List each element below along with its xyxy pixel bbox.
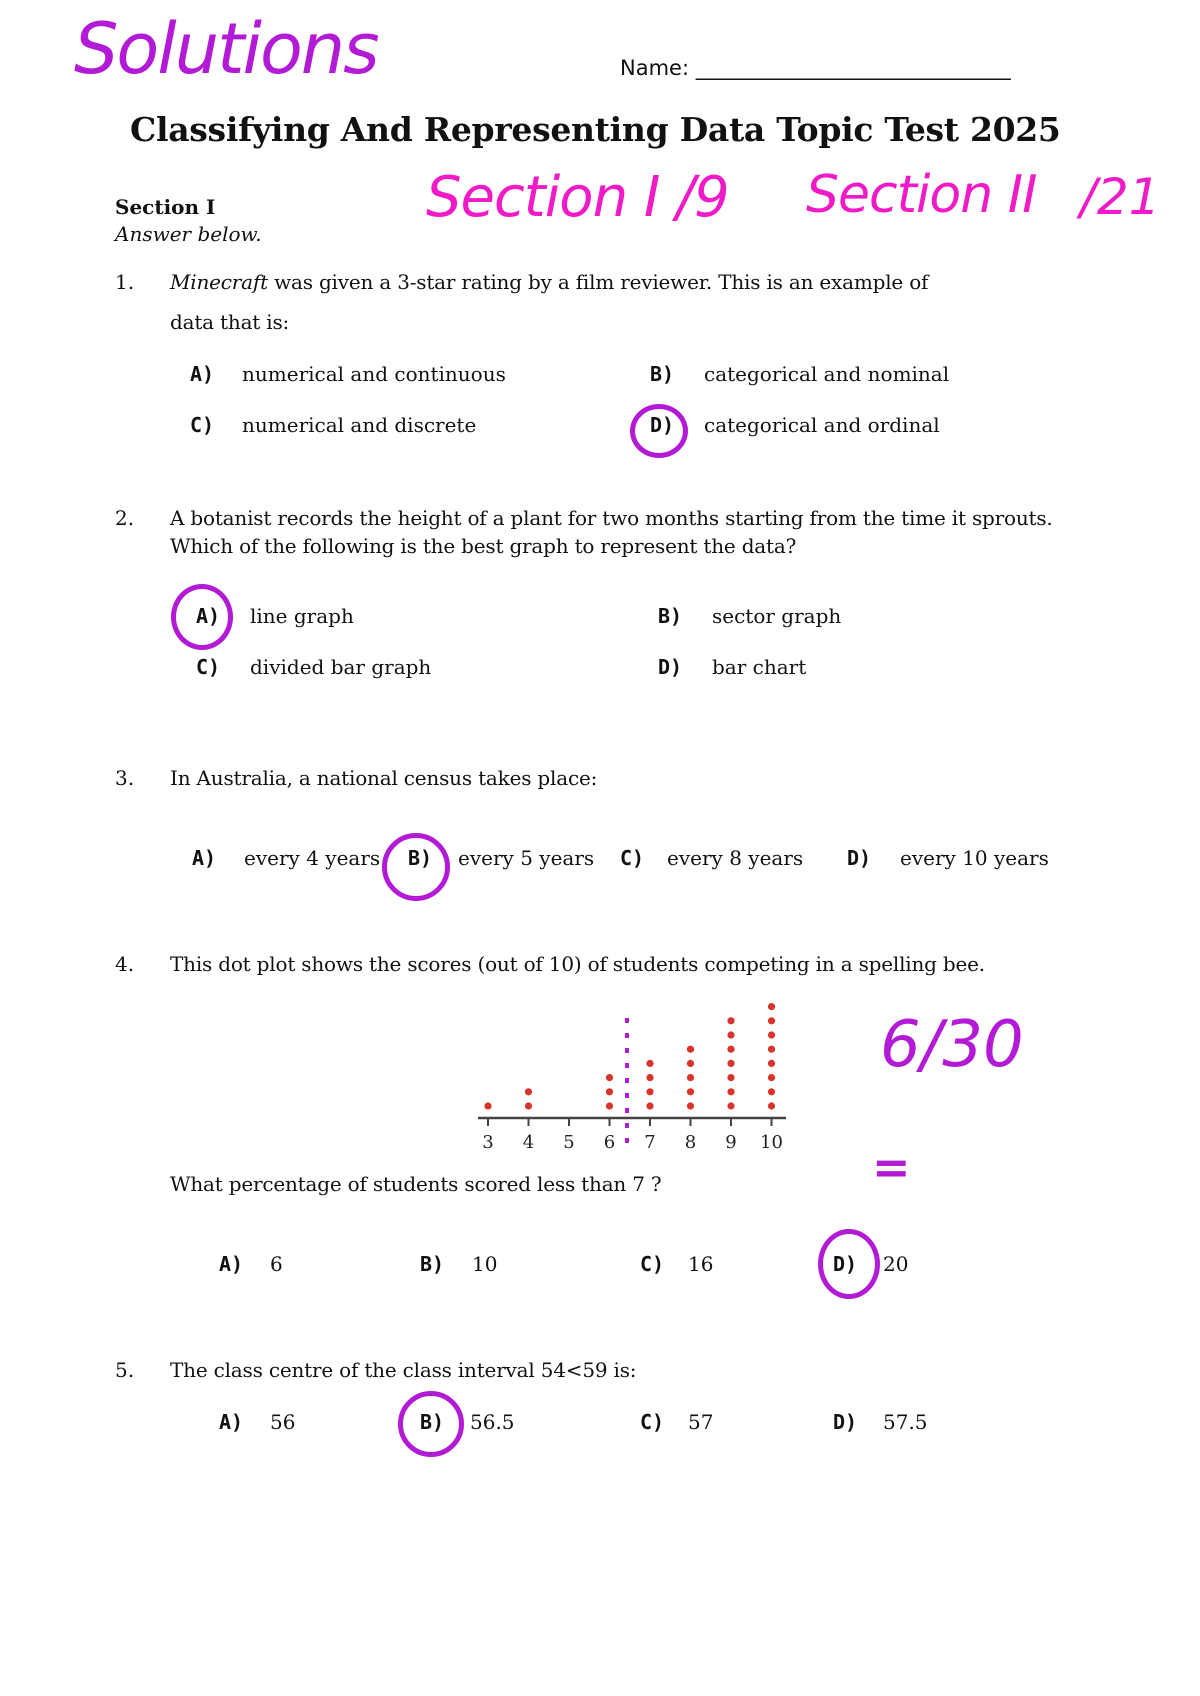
dot-plot-point [606, 1088, 613, 1095]
dot-plot-point [525, 1102, 532, 1109]
dot-plot-point [768, 1060, 775, 1067]
question-number: 5. [115, 1358, 135, 1382]
dot-plot-tick-label: 10 [760, 1132, 783, 1153]
dot-plot-point [727, 1017, 734, 1024]
dot-plot-point [727, 1060, 734, 1067]
dot-plot-point [687, 1074, 694, 1081]
dot-plot-point [768, 1031, 775, 1038]
section-two-total-handwriting: /21 [1080, 168, 1161, 226]
section-two-mark-handwriting: Section II [806, 165, 1037, 225]
dot-plot-point [646, 1074, 653, 1081]
answer-circle [382, 833, 450, 901]
option-c-text[interactable]: 57 [688, 1410, 714, 1434]
option-d-text[interactable]: 57.5 [883, 1410, 928, 1434]
section-heading: Section I [115, 195, 216, 219]
dot-plot-point [768, 1074, 775, 1081]
option-d-letter[interactable]: D) [658, 655, 683, 679]
dot-plot-tick-label: 3 [482, 1132, 494, 1153]
option-d-letter[interactable]: D) [833, 1252, 858, 1276]
option-c-letter[interactable]: C) [640, 1252, 665, 1276]
dot-plot-point [727, 1102, 734, 1109]
dot-plot-point [606, 1102, 613, 1109]
option-c-text[interactable]: 16 [688, 1252, 714, 1276]
option-a-letter[interactable]: A) [190, 362, 215, 386]
equals-handwriting: = [872, 1140, 911, 1194]
dot-plot-point [687, 1060, 694, 1067]
dot-plot-point [646, 1102, 653, 1109]
option-d-letter[interactable]: D) [833, 1410, 858, 1434]
dot-plot-point [646, 1060, 653, 1067]
option-c-letter[interactable]: C) [620, 846, 645, 870]
dot-plot-point [687, 1046, 694, 1053]
option-a-text[interactable]: 56 [270, 1410, 296, 1434]
answer-circle [818, 1229, 880, 1299]
dot-plot-tick-label: 5 [563, 1132, 575, 1153]
option-a-letter[interactable]: A) [219, 1410, 244, 1434]
option-b-text[interactable]: categorical and nominal [704, 362, 950, 386]
dot-plot-tick-label: 4 [522, 1132, 535, 1153]
answer-circle [398, 1391, 464, 1457]
option-c-text[interactable]: numerical and discrete [242, 413, 477, 437]
option-c-text[interactable]: every 8 years [667, 846, 804, 870]
option-b-letter[interactable]: B) [420, 1252, 445, 1276]
option-c-text[interactable]: divided bar graph [250, 655, 432, 679]
option-b-letter[interactable]: B) [658, 604, 683, 628]
dot-plot-point [606, 1074, 613, 1081]
dot-plot-point [687, 1088, 694, 1095]
dot-plot-point [768, 1003, 775, 1010]
tally-handwriting: 6/30 [880, 1008, 1024, 1082]
option-b-letter[interactable]: B) [650, 362, 675, 386]
name-field-label: Name: ______________________________ [620, 56, 1011, 80]
dot-plot [470, 990, 800, 1160]
option-b-letter[interactable]: B) [420, 1410, 445, 1434]
page-title: Classifying And Representing Data Topic Test 2025 [130, 110, 1061, 149]
option-b-text[interactable]: sector graph [712, 604, 842, 628]
option-b-letter[interactable]: B) [408, 846, 433, 870]
option-c-letter[interactable]: C) [196, 655, 221, 679]
option-a-text[interactable]: every 4 years [244, 846, 381, 870]
option-c-letter[interactable]: C) [190, 413, 215, 437]
question-number: 3. [115, 766, 135, 790]
dot-plot-point [727, 1074, 734, 1081]
dot-plot-tick-label: 8 [684, 1132, 697, 1153]
option-b-text[interactable]: every 5 years [458, 846, 595, 870]
dot-plot-point [646, 1088, 653, 1095]
option-d-letter[interactable]: D) [650, 413, 675, 437]
option-a-text[interactable]: numerical and continuous [242, 362, 506, 386]
dot-plot-point [768, 1088, 775, 1095]
option-a-text[interactable]: line graph [250, 604, 354, 628]
dot-plot-point [768, 1046, 775, 1053]
option-a-letter[interactable]: A) [219, 1252, 244, 1276]
question-text-line2: Which of the following is the best graph to represent the data? [170, 534, 797, 558]
option-d-text[interactable]: categorical and ordinal [704, 413, 940, 437]
option-b-text[interactable]: 56.5 [470, 1410, 515, 1434]
dot-plot-point [727, 1088, 734, 1095]
question-text-line2: data that is: [170, 310, 290, 334]
dot-plot-tick-label: 7 [644, 1132, 656, 1153]
question-text: The class centre of the class interval 54<59 is: [170, 1358, 637, 1382]
option-d-letter[interactable]: D) [847, 846, 872, 870]
option-d-text[interactable]: bar chart [712, 655, 807, 679]
question-text-italic: Minecraft [170, 270, 268, 294]
dot-plot-point [727, 1046, 734, 1053]
answer-circle [630, 404, 688, 458]
option-b-text[interactable]: 10 [472, 1252, 498, 1276]
question-text [170, 270, 928, 294]
dot-plot-point [768, 1102, 775, 1109]
option-a-letter[interactable]: A) [192, 846, 217, 870]
dot-plot-point [727, 1031, 734, 1038]
question-text-rest: was given a 3-star rating by a film reviewer. This is an example of [267, 270, 929, 294]
question-number: 1. [115, 270, 135, 294]
dot-plot-point [525, 1088, 532, 1095]
option-c-letter[interactable]: C) [640, 1410, 665, 1434]
question-number: 4. [115, 952, 135, 976]
dot-plot-point [484, 1102, 491, 1109]
question-text-line2: What percentage of students scored less than 7 ? [170, 1172, 662, 1196]
option-a-letter[interactable]: A) [196, 604, 221, 628]
question-text: In Australia, a national census takes place: [170, 766, 598, 790]
question-number: 2. [115, 506, 135, 530]
question-text: This dot plot shows the scores (out of 10) of students competing in a spelling bee. [170, 952, 985, 976]
section-instruction: Answer below. [115, 222, 262, 246]
dot-plot-tick-label: 6 [603, 1132, 616, 1153]
question-text: A botanist records the height of a plant for two months starting from the time it sprouts. [170, 506, 1053, 530]
dot-plot-tick-label: 9 [725, 1132, 737, 1153]
dot-plot-point [687, 1102, 694, 1109]
option-d-text[interactable]: every 10 years [900, 846, 1049, 870]
solutions-handwriting: Solutions [74, 8, 378, 90]
answer-circle [171, 584, 233, 650]
section-one-mark-handwriting: Section I /9 [426, 165, 729, 230]
dot-plot-point [768, 1017, 775, 1024]
option-d-text[interactable]: 20 [883, 1252, 909, 1276]
option-a-text[interactable]: 6 [270, 1252, 283, 1276]
